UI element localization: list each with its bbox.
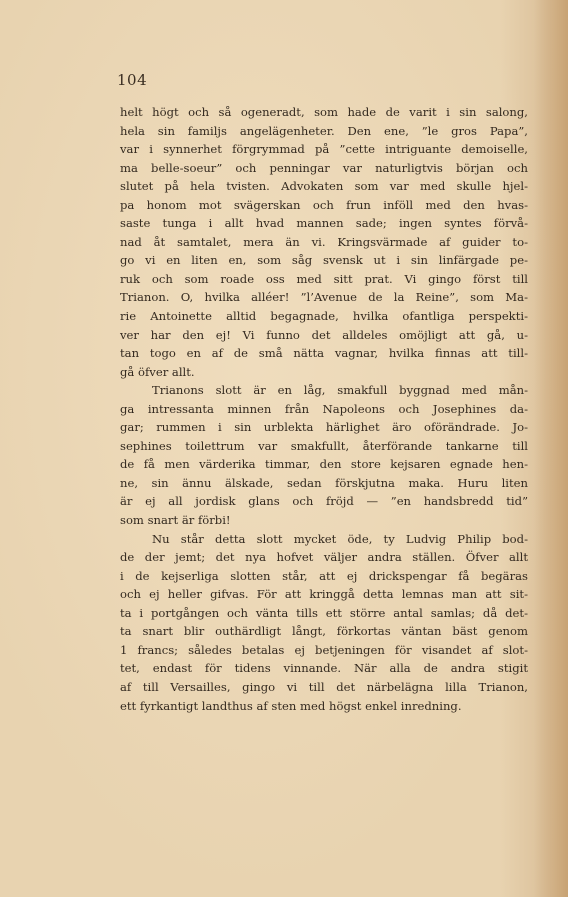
text-line: ga intressanta minnen från Napoleons och Josephines da- [120,401,528,416]
text-line: ma belle-soeur” och penningar var naturligtvis början och [120,160,528,175]
text-line: af till Versailles, gingo vi till det närbelägna lilla Trianon, [120,679,528,694]
page-number: 104 [117,71,148,89]
text-line: ta snart blir outhärdligt långt, förkortas väntan bäst genom [120,624,528,639]
text-line: hela sin familjs angelägenheter. Den ene, ”le gros Papa”, [120,123,528,138]
text-line: ta i portgången och vänta tills ett större antal samlas; då det- [120,605,528,620]
text-line: ver har den ej! Vi funno det alldeles omöjligt att gå, u- [120,327,528,342]
text-line: saste tunga i allt hvad mannen sade; ingen syntes förvå- [120,216,528,231]
text-line: gar; rummen i sin urblekta härlighet äro oförändrade. Jo- [120,420,528,435]
text-line: Trianons slott är en låg, smakfull byggnad med mån- [152,383,528,398]
text-line: go vi en liten en, som såg svensk ut i sin linfärgade pe- [120,253,528,268]
text-line: de der jemt; det nya hofvet väljer andra ställen. Öfver allt [120,550,528,565]
text-line: är ej all jordisk glans och fröjd — ”en handsbredd tid” [120,494,528,509]
text-line: och ej heller gifvas. För att kringgå detta lemnas man att sit- [120,587,528,602]
text-line: i de kejserliga slotten står, att ej drickspengar få begäras [120,568,528,583]
page-edge-shadow [534,0,568,897]
text-line: ne, sin ännu älskade, sedan förskjutna maka. Huru liten [120,475,528,490]
text-line: de få men värderika timmar, den store kejsaren egnade hen- [120,457,528,472]
text-line: helt högt och så ogeneradt, som hade de varit i sin salong, [120,105,528,119]
text-line: slutet på hela tvisten. Advokaten som var med skulle hjel- [120,179,528,194]
text-line: var i synnerhet förgrymmad på ”cette intriguante demoiselle, [120,142,528,157]
body-text [120,103,528,715]
text-line: Nu står detta slott mycket öde, ty Ludvig Philip bod- [152,531,528,546]
text-line: pa honom mot svägerskan och frun inföll med den hvas- [120,197,528,212]
text-line: gå öfver allt. [120,364,195,379]
text-line: ett fyrkantigt landthus af sten med högst enkel inredning. [120,698,462,713]
text-line: tan togo en af de små nätta vagnar, hvilka finnas att till- [120,346,528,361]
text-line: 1 francs; således betalas ej betjeningen för visandet af slot- [120,642,528,657]
text-line: ruk och som roade oss med sitt prat. Vi gingo först till [120,271,528,286]
text-line: tet, endast för tidens vinnande. När alla de andra stigit [120,661,528,676]
text-line: sephines toilettrum var smakfullt, återförande tankarne till [120,438,528,453]
text-line: som snart är förbi! [120,513,231,528]
text-line: nad åt samtalet, mera än vi. Kringsvärmade af guider to- [120,234,528,249]
text-line: Trianon. O, hvilka alléer! ”l’Avenue de la Reine”, som Ma- [120,290,528,305]
text-line: rie Antoinette alltid begagnade, hvilka ofantliga perspekti- [120,309,528,324]
